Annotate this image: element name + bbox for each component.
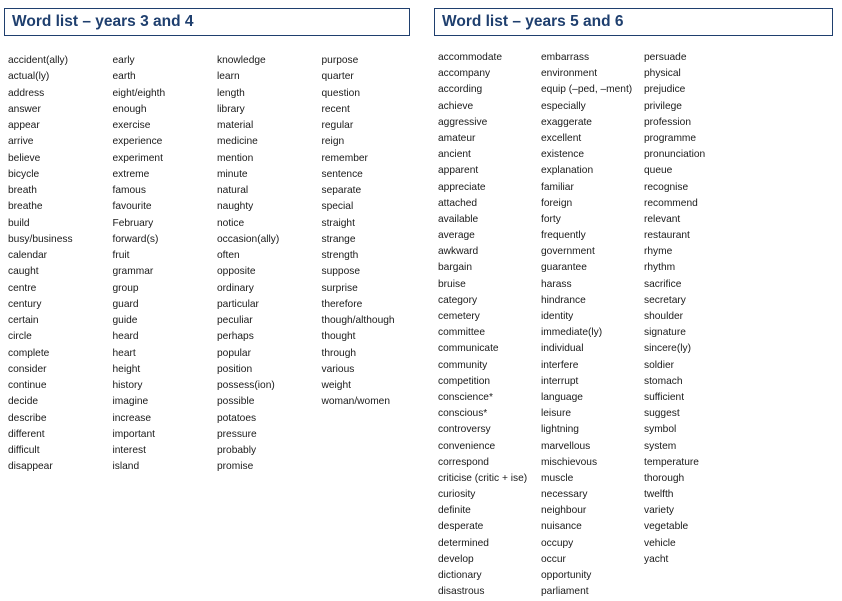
word-item: temperature bbox=[644, 456, 699, 468]
word-item: often bbox=[217, 250, 240, 261]
word-item: thorough bbox=[644, 472, 685, 484]
word-item: describe bbox=[8, 412, 47, 424]
word-item: muscle bbox=[541, 472, 574, 484]
word-item: accident(ally) bbox=[8, 55, 69, 66]
word-item: various bbox=[321, 363, 355, 375]
word-item: develop bbox=[438, 553, 474, 565]
word-item: early bbox=[112, 55, 135, 66]
word-item: bruise bbox=[438, 278, 466, 290]
word-item: minute bbox=[217, 168, 248, 180]
word-column bbox=[438, 50, 541, 600]
word-item: address bbox=[8, 87, 45, 99]
word-item: perhaps bbox=[217, 331, 254, 343]
word-item: mischievous bbox=[541, 456, 598, 468]
word-item: aggressive bbox=[438, 116, 488, 128]
word-item: opposite bbox=[217, 266, 256, 278]
word-item: eight/eighth bbox=[112, 87, 166, 99]
word-item: breathe bbox=[8, 201, 43, 213]
word-item: exercise bbox=[112, 120, 151, 131]
panel-title-box bbox=[434, 8, 833, 36]
word-item: strange bbox=[321, 233, 356, 245]
word-item: library bbox=[217, 103, 245, 115]
word-item: regular bbox=[321, 120, 354, 131]
word-item: communicate bbox=[438, 343, 499, 355]
word-item: important bbox=[112, 428, 155, 440]
word-item: according bbox=[438, 84, 483, 96]
word-item: convenience bbox=[438, 440, 496, 452]
word-item: identity bbox=[541, 311, 574, 322]
word-item: marvellous bbox=[541, 440, 591, 452]
word-item: necessary bbox=[541, 489, 588, 501]
word-item: cemetery bbox=[438, 311, 480, 322]
word-item: excellent bbox=[541, 132, 582, 144]
word-item: awkward bbox=[438, 246, 479, 258]
word-item: competition bbox=[438, 375, 491, 387]
word-item: special bbox=[321, 201, 354, 213]
word-item: popular bbox=[217, 347, 251, 359]
word-item: heart bbox=[112, 347, 136, 359]
word-item: naughty bbox=[217, 201, 254, 213]
word-item: symbol bbox=[644, 424, 677, 436]
word-item: believe bbox=[8, 152, 41, 164]
word-item: thought bbox=[321, 331, 356, 343]
word-item: question bbox=[321, 87, 361, 99]
word-item: relevant bbox=[644, 213, 681, 225]
word-item: therefore bbox=[321, 298, 363, 310]
word-item: existence bbox=[541, 149, 585, 161]
word-item: grammar bbox=[112, 266, 154, 278]
word-item: queue bbox=[644, 165, 673, 177]
word-item: guide bbox=[112, 315, 138, 326]
panel-title-box bbox=[4, 8, 410, 36]
word-item: strength bbox=[321, 250, 359, 261]
word-item: accommodate bbox=[438, 52, 502, 63]
word-item: build bbox=[8, 217, 30, 229]
word-item: particular bbox=[217, 298, 259, 310]
word-item: continue bbox=[8, 380, 47, 391]
word-item: height bbox=[112, 363, 141, 375]
word-item: attached bbox=[438, 197, 478, 209]
word-item: ordinary bbox=[217, 282, 254, 294]
word-item: complete bbox=[8, 347, 50, 359]
word-item: different bbox=[8, 428, 45, 440]
word-item: opportunity bbox=[541, 570, 592, 581]
word-item: rhythm bbox=[644, 262, 676, 274]
word-item: caught bbox=[8, 266, 39, 278]
word-item: especially bbox=[541, 100, 586, 112]
word-item: system bbox=[644, 440, 677, 452]
word-item: position bbox=[217, 363, 253, 375]
word-item: interfere bbox=[541, 359, 579, 371]
word-item: committee bbox=[438, 327, 485, 339]
word-item: bicycle bbox=[8, 168, 40, 180]
word-item: government bbox=[541, 246, 595, 258]
word-column bbox=[8, 53, 113, 476]
word-item: enough bbox=[112, 103, 147, 115]
word-item: pronunciation bbox=[644, 149, 706, 161]
word-item: secretary bbox=[644, 294, 686, 306]
word-item: history bbox=[112, 380, 143, 391]
word-item: interest bbox=[112, 445, 146, 456]
word-item: conscious* bbox=[438, 408, 488, 420]
word-item: persuade bbox=[644, 52, 687, 63]
word-item: group bbox=[112, 282, 139, 294]
word-item: sentence bbox=[321, 168, 363, 180]
word-item: occasion(ally) bbox=[217, 233, 280, 245]
word-item: separate bbox=[321, 185, 362, 196]
word-item: decide bbox=[8, 396, 39, 408]
word-item: harass bbox=[541, 278, 572, 290]
word-item: fruit bbox=[112, 250, 130, 261]
word-item: experience bbox=[112, 136, 163, 148]
word-item: lightning bbox=[541, 424, 579, 436]
word-item: parliament bbox=[541, 586, 589, 598]
word-item: peculiar bbox=[217, 315, 253, 326]
word-list-years-5-6-panel bbox=[434, 8, 833, 598]
word-item: controversy bbox=[438, 424, 491, 436]
word-item: favourite bbox=[112, 201, 152, 213]
word-item: definite bbox=[438, 505, 471, 517]
word-item: certain bbox=[8, 315, 39, 326]
word-item: century bbox=[8, 298, 42, 310]
word-item: material bbox=[217, 120, 254, 131]
word-item: medicine bbox=[217, 136, 258, 148]
word-item: learn bbox=[217, 71, 240, 83]
word-item: weight bbox=[321, 380, 351, 391]
word-item: prejudice bbox=[644, 84, 686, 96]
word-item: twelfth bbox=[644, 489, 674, 501]
word-item: probably bbox=[217, 445, 257, 456]
word-item: shoulder bbox=[644, 311, 684, 322]
word-item: natural bbox=[217, 185, 249, 196]
word-columns bbox=[438, 50, 747, 600]
word-list-years-3-4-panel bbox=[4, 8, 410, 473]
word-item: surprise bbox=[321, 282, 358, 294]
word-item: privilege bbox=[644, 100, 682, 112]
word-item: possess(ion) bbox=[217, 380, 275, 391]
word-item: consider bbox=[8, 363, 47, 375]
word-item: promise bbox=[217, 461, 254, 473]
word-item: restaurant bbox=[644, 230, 690, 242]
word-item: arrive bbox=[8, 136, 34, 148]
word-item: foreign bbox=[541, 197, 573, 209]
word-item: suggest bbox=[644, 408, 680, 420]
word-columns bbox=[8, 53, 426, 476]
word-item: circle bbox=[8, 331, 32, 343]
word-item: recognise bbox=[644, 181, 689, 193]
word-item: through bbox=[321, 347, 357, 359]
word-item: interrupt bbox=[541, 375, 579, 387]
word-item: embarrass bbox=[541, 52, 590, 63]
word-item: physical bbox=[644, 68, 681, 80]
word-item: desperate bbox=[438, 521, 484, 533]
word-column bbox=[322, 53, 427, 476]
word-item: knowledge bbox=[217, 55, 266, 66]
word-item: forward(s) bbox=[112, 233, 159, 245]
word-item: community bbox=[438, 359, 488, 371]
word-item: woman/women bbox=[321, 396, 391, 408]
word-item: signature bbox=[644, 327, 686, 339]
word-item: immediate(ly) bbox=[541, 327, 603, 339]
panel-title: Word list – years 5 and 6 bbox=[442, 13, 624, 30]
word-item: amateur bbox=[438, 132, 476, 144]
word-item: recent bbox=[321, 103, 350, 115]
word-item: forty bbox=[541, 213, 561, 225]
word-item: familiar bbox=[541, 181, 574, 193]
word-item: curiosity bbox=[438, 489, 476, 501]
word-item: determined bbox=[438, 537, 489, 549]
word-item: potatoes bbox=[217, 412, 257, 424]
word-item: sacrifice bbox=[644, 278, 682, 290]
word-item: increase bbox=[112, 412, 152, 424]
word-item: remember bbox=[321, 152, 368, 164]
word-item: environment bbox=[541, 68, 598, 80]
word-item: island bbox=[112, 461, 140, 473]
word-item: variety bbox=[644, 505, 675, 517]
word-item: calendar bbox=[8, 250, 48, 261]
panel-title: Word list – years 3 and 4 bbox=[12, 13, 194, 30]
word-item: appear bbox=[8, 120, 40, 131]
word-item: conscience* bbox=[438, 391, 493, 403]
word-item: possible bbox=[217, 396, 255, 408]
word-item: famous bbox=[112, 185, 146, 196]
word-item: difficult bbox=[8, 445, 40, 456]
word-item: pressure bbox=[217, 428, 257, 440]
word-item: February bbox=[112, 217, 154, 229]
word-item: profession bbox=[644, 116, 692, 128]
word-item: dictionary bbox=[438, 570, 482, 581]
word-item: stomach bbox=[644, 375, 683, 387]
word-item: rhyme bbox=[644, 246, 673, 258]
word-item: experiment bbox=[112, 152, 163, 164]
word-item: heard bbox=[112, 331, 139, 343]
word-item: category bbox=[438, 294, 478, 306]
word-item: breath bbox=[8, 185, 37, 196]
word-item: mention bbox=[217, 152, 254, 164]
word-item: earth bbox=[112, 71, 136, 83]
word-item: ancient bbox=[438, 149, 471, 161]
word-column bbox=[217, 53, 322, 476]
word-item: sincere(ly) bbox=[644, 343, 691, 355]
word-item: vegetable bbox=[644, 521, 689, 533]
word-item: sufficient bbox=[644, 391, 685, 403]
word-item: answer bbox=[8, 103, 41, 115]
word-item: notice bbox=[217, 217, 245, 229]
word-item: criticise (critic + ise) bbox=[438, 472, 528, 484]
word-item: occur bbox=[541, 553, 566, 565]
word-item: individual bbox=[541, 343, 584, 355]
word-item: imagine bbox=[112, 396, 149, 408]
word-item: busy/business bbox=[8, 233, 73, 245]
word-item: nuisance bbox=[541, 521, 582, 533]
word-item: language bbox=[541, 391, 583, 403]
word-item: though/although bbox=[321, 315, 395, 326]
word-item: occupy bbox=[541, 537, 574, 549]
word-item: average bbox=[438, 230, 475, 242]
word-column bbox=[644, 50, 747, 600]
word-item: disastrous bbox=[438, 586, 485, 598]
word-item: equip (–ped, –ment) bbox=[541, 84, 633, 96]
word-item: guarantee bbox=[541, 262, 587, 274]
word-item: frequently bbox=[541, 230, 586, 242]
word-column bbox=[541, 50, 644, 600]
word-item: neighbour bbox=[541, 505, 587, 517]
word-item: recommend bbox=[644, 197, 698, 209]
word-item: hindrance bbox=[541, 294, 586, 306]
word-item: reign bbox=[321, 136, 345, 148]
word-item: purpose bbox=[321, 55, 359, 66]
word-item: quarter bbox=[321, 71, 354, 83]
word-item: leisure bbox=[541, 408, 572, 420]
word-column bbox=[113, 53, 218, 476]
word-item: soldier bbox=[644, 359, 675, 371]
word-item: vehicle bbox=[644, 537, 676, 549]
word-item: correspond bbox=[438, 456, 489, 468]
word-item: yacht bbox=[644, 553, 669, 565]
word-item: suppose bbox=[321, 266, 361, 278]
word-item: appreciate bbox=[438, 181, 486, 193]
word-item: achieve bbox=[438, 100, 474, 112]
word-item: disappear bbox=[8, 461, 53, 473]
word-item: actual(ly) bbox=[8, 71, 50, 83]
word-item: centre bbox=[8, 282, 37, 294]
word-item: available bbox=[438, 213, 479, 225]
word-item: guard bbox=[112, 298, 139, 310]
word-item: straight bbox=[321, 217, 355, 229]
word-item: extreme bbox=[112, 168, 150, 180]
word-item: exaggerate bbox=[541, 116, 592, 128]
word-item: apparent bbox=[438, 165, 479, 177]
word-item: programme bbox=[644, 132, 697, 144]
word-item: bargain bbox=[438, 262, 472, 274]
word-item: explanation bbox=[541, 165, 594, 177]
word-item: accompany bbox=[438, 68, 491, 80]
word-item: length bbox=[217, 87, 245, 99]
